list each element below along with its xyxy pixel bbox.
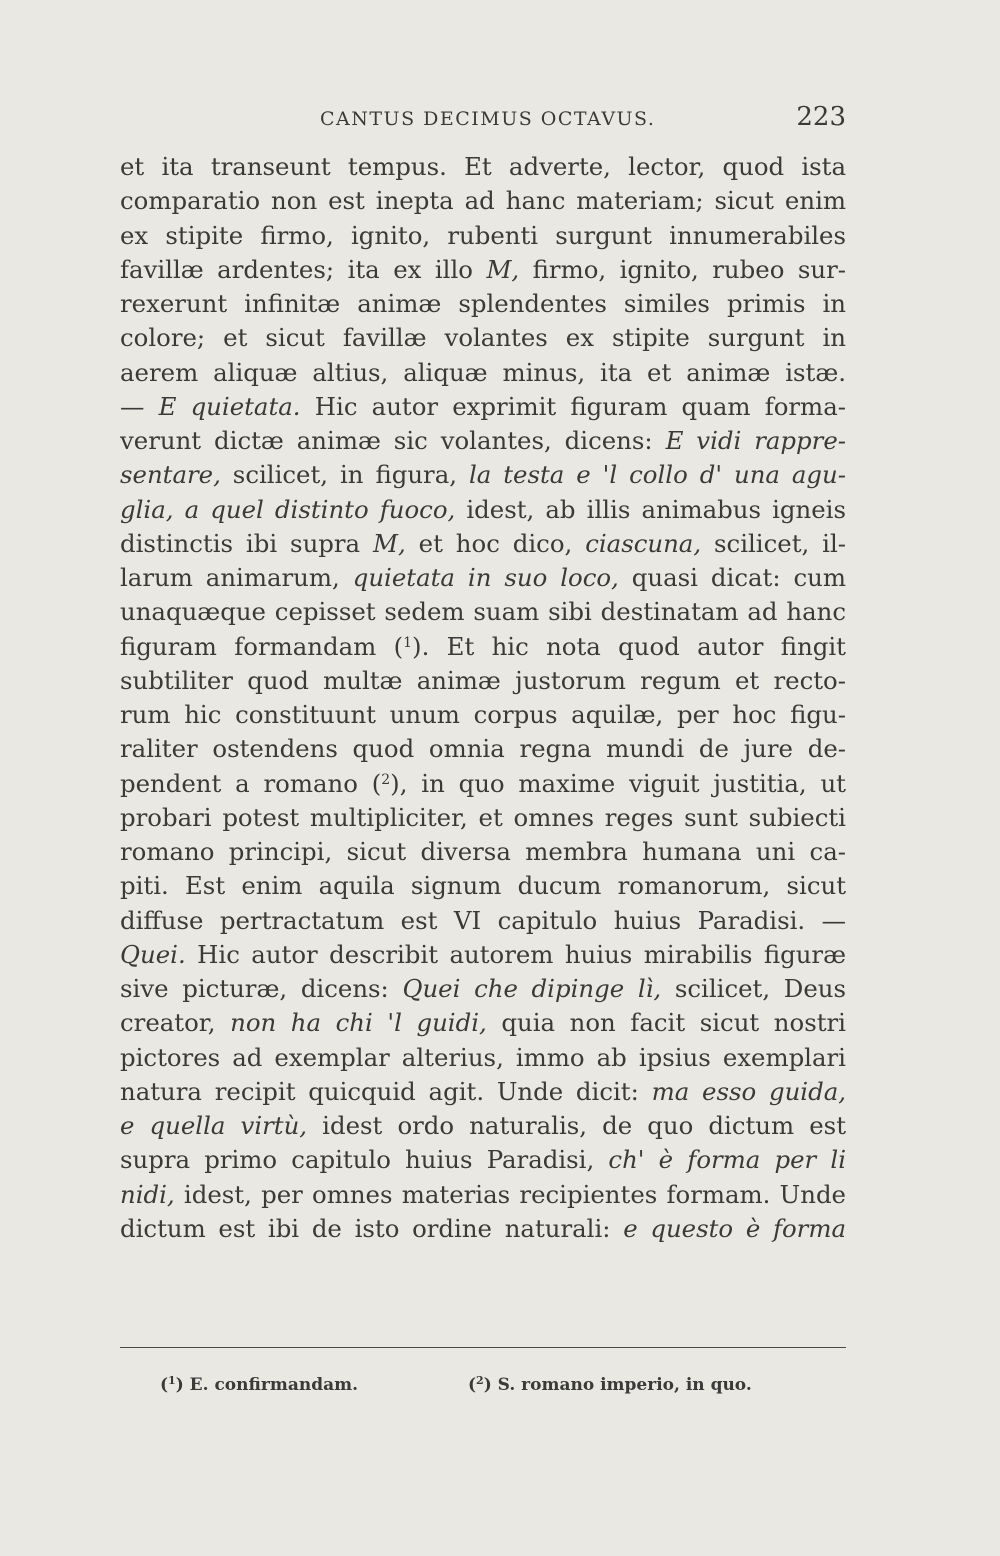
italic-text: Quei. [120,939,186,969]
italic-text: M, [486,254,520,284]
running-head [120,102,846,138]
italic-text: nidi, [120,1179,175,1209]
italic-text: M, [373,528,406,558]
text-line: Quei. Hic autor describit autorem huius mirabilis figuræ [120,939,846,969]
text-line: e quella virtù, idest ordo naturalis, de quo dictum est [120,1111,846,1140]
italic-text: e questo è forma [623,1213,846,1243]
footnote-rule [120,1347,846,1348]
footnotes [160,1375,800,1405]
running-title: CANTUS DECIMUS OCTAVUS. [320,108,656,130]
text-line: creator, non ha chi 'l guidi, quia non facit sicut nostri [120,1008,846,1038]
italic-text: ma esso guida, [651,1076,846,1106]
italic-text: E vidi rappre- [665,426,846,455]
italic-text: sentare, [120,460,221,490]
text-line: aerem aliquæ altius, aliquæ minus, ita et animæ istæ. [120,357,846,387]
footnote-2: ($^2$) S. romano imperio, in quo. [468,1374,752,1395]
text-line: distinctis ibi supra M, et hoc dico, ciascuna, scilicet, il- [120,528,846,558]
text-line: figuram formandam ($^1$). Et hic nota quod autor fingit [120,631,846,661]
text-line: piti. Est enim aquila signum ducum romanorum, sicut [120,871,846,901]
text-line: natura recipit quicquid agit. Unde dicit: ma esso guida, [120,1076,846,1106]
italic-text: E quietata. [158,391,301,421]
italic-text: Quei che dipinge lì, [402,974,662,1003]
text-line: favillæ ardentes; ita ex illo M, firmo, ignito, rubeo sur- [120,254,846,284]
text-line: rum hic constituunt unum corpus aquilæ, per hoc figu- [120,700,846,729]
page-number: 223 [796,102,846,132]
italic-text: ch' è forma per li [608,1145,846,1175]
italic-text: glia, a quel distinto fuoco, [120,494,456,524]
text-line: glia, a quel distinto fuoco, idest, ab illis animabus igneis [120,494,846,524]
text-line: sentare, scilicet, in figura, la testa e 'l collo d' una agu- [120,460,846,490]
italic-text: la testa e 'l collo d' una agu- [468,460,846,490]
text-line: pendent a romano ($^2$), in quo maxime viguit justitia, ut [120,768,846,798]
text-line: colore; et sicut favillæ volantes ex stipite surgunt in [120,323,846,353]
text-line: diffuse pertractatum est VI capitulo huius Paradisi. — [120,905,846,935]
text-line: larum animarum, quietata in suo loco, quasi dicat: cum [120,563,846,592]
text-line: pictores ad exemplar alterius, immo ab ipsius exemplari [120,1042,846,1072]
text-line: ex stipite firmo, ignito, rubenti surgunt innumerabiles [120,220,846,250]
text-line: et ita transeunt tempus. Et adverte, lector, quod ista [120,152,846,181]
footnote-mark: 1 [168,1374,176,1387]
text-line: comparatio non est inepta ad hanc materiam; sicut enim [120,186,846,216]
text-line: nidi, idest, per omnes materias recipientes formam. Unde [120,1179,846,1209]
italic-text: quietata in suo loco, [352,563,619,592]
text-line: sive picturæ, dicens: Quei che dipinge lì, scilicet, Deus [120,974,846,1003]
italic-text: non ha chi 'l guidi, [230,1008,487,1038]
text-line: unaquæque cepisset sedem suam sibi destinatam ad hanc [120,597,846,627]
footnote-mark: 2 [476,1374,484,1387]
footnote-ref: 1 [403,634,413,651]
footnote-1: ($^1$) E. confirmandam. [160,1374,358,1395]
text-line: raliter ostendens quod omnia regna mundi de jure de- [120,734,846,764]
text-line: supra primo capitulo huius Paradisi, ch' è forma per li [120,1145,846,1175]
text-line: dictum est ibi de isto ordine naturali: e questo è forma [120,1213,846,1243]
italic-text: e quella virtù, [120,1111,308,1140]
body-text [120,150,846,1246]
footnote-ref: 2 [381,771,391,788]
italic-text: ciascuna, [585,528,702,558]
text-line: — E quietata. Hic autor exprimit figuram quam forma- [120,391,846,421]
text-line: subtiliter quod multæ animæ justorum regum et recto- [120,665,846,695]
text-line: verunt dictæ animæ sic volantes, dicens: E vidi rappre- [120,426,846,455]
text-line: probari potest multipliciter, et omnes reges sunt subiecti [120,802,846,832]
text-line: romano principi, sicut diversa membra humana uni ca- [120,837,846,866]
text-line: rexerunt infinitæ animæ splendentes similes primis in [120,289,846,318]
